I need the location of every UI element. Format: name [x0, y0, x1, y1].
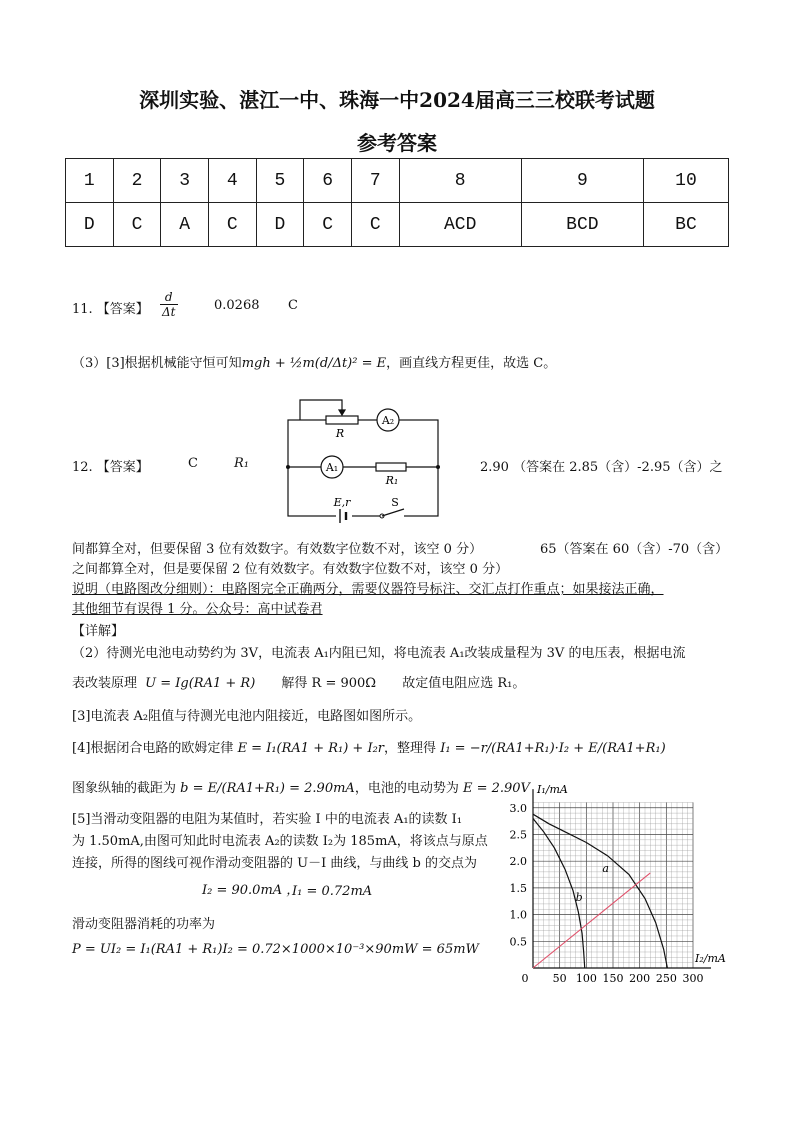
answer-number-cell: 2 [113, 159, 161, 203]
answer-number-cell: 1 [66, 159, 114, 203]
q12-choice: C [188, 456, 198, 471]
answer-value-cell: D [256, 203, 304, 247]
detail-line2-a: 表改装原理 [72, 676, 138, 691]
x-tick-label: 300 [682, 972, 704, 985]
x-tick-label: 250 [655, 972, 677, 985]
y-tick-label: 1.0 [509, 908, 527, 922]
answer-value-cell: D [66, 203, 114, 247]
y-tick-label: 2.5 [509, 828, 527, 842]
q12-line3: 之间都算全对，但是要保留 2 位有效数字。有效数字位数不对，该空 0 分） [72, 562, 509, 577]
detail-line5-formula: b = E/(RA1+R₁) = 2.90mA [180, 781, 355, 796]
answer-table [65, 158, 729, 247]
rheostat-label: R [335, 427, 345, 440]
detail-line10: 滑动变阻器消耗的功率为 [72, 917, 216, 932]
detail-line5-a: 图象纵轴的截距为 [72, 781, 177, 796]
answer-value-cell: C [208, 203, 256, 247]
detail-line8: 连接，所得的图线可视作滑动变阻器的 U－I 曲线，与曲线 b 的交点为 [72, 856, 477, 871]
answer-number-cell: 10 [643, 159, 728, 203]
q12-line2-tail: 65（答案在 60（含）-70（含） [540, 542, 729, 557]
y-tick-label: 3.0 [509, 801, 527, 815]
detail-line2-c: 故定值电阻应选 R₁。 [402, 676, 526, 691]
answer-number-cell: 9 [521, 159, 643, 203]
answer-value-cell: C [113, 203, 161, 247]
answer-value-cell: C [304, 203, 352, 247]
detail-line4-a: [4]根据闭合电路的欧姆定律 [72, 741, 234, 756]
detail-line2-b: 解得 R = 900Ω [281, 676, 377, 691]
i1-i2-chart [500, 768, 750, 988]
answer-number-cell: 3 [161, 159, 209, 203]
detail-heading: 【详解】 [72, 624, 125, 639]
q11-part3-formula: mgh + ½m(d/Δt)² = E [241, 356, 387, 371]
ammeter2-label: A₂ [381, 414, 395, 427]
q12-resistor: R₁ [234, 456, 249, 471]
answer-number-cell: 8 [399, 159, 521, 203]
q12-note2: 其他细节有误得 1 分。公众号：高中试卷君 [72, 602, 323, 617]
answer-number-cell: 7 [351, 159, 399, 203]
q11-fraction [160, 290, 178, 319]
q12-line2: 间都算全对，但要保留 3 位有效数字。有效数字位数不对，该空 0 分） [72, 542, 483, 557]
rheostat-arrow [339, 410, 345, 415]
q12-line1-tail: 2.90 （答案在 2.85（含）-2.95（含）之 [480, 460, 723, 475]
resistor-label: R₁ [385, 474, 399, 487]
detail-line9-a: I₂ = 90.0mA ， [202, 883, 300, 898]
q11-part3 [72, 352, 556, 371]
curve-label-b: b [575, 891, 583, 905]
q11-choice: C [288, 298, 298, 313]
detail-line3: [3]电流表 A₂阻值与待测光电池内阻接近，电路图如图所示。 [72, 709, 422, 724]
battery-label: E,r [333, 496, 351, 509]
circuit-outer-loop [288, 420, 438, 516]
detail-line4-b: ，整理得 [384, 741, 437, 756]
x-tick-label: 0 [521, 972, 529, 985]
detail-line11: P = UI₂ = I₁(RA1 + R₁)I₂ = 0.72×1000×10⁻³×90mW = 65mW [72, 942, 479, 957]
curve-label-a: a [602, 861, 609, 875]
detail-line5 [72, 777, 530, 796]
answer-value-cell: BCD [521, 203, 643, 247]
q12-label: 12. 【答案】 [72, 460, 149, 475]
q12-note1: 说明（电路图改分细则）：电路图完全正确两分，需要仪器符号标注、交汇点打作重点；如果接法正确， [72, 582, 664, 597]
q11-label: 11. 【答案】 [72, 302, 149, 317]
chart-y-label: I₁/mA [537, 783, 568, 797]
detail-line5-formula2: E = 2.90V [462, 781, 530, 796]
page-title: 深圳实验、湛江一中、珠海一中2024届高三三校联考试题 [139, 88, 655, 112]
q11-frac-den: Δt [162, 305, 176, 319]
ammeter1-label: A₁ [325, 461, 339, 474]
answer-value-cell: BC [643, 203, 728, 247]
detail-line6: [5]当滑动变阻器的电阻为某值时，若实验 I 中的电流表 A₁的读数 I₁ [72, 812, 463, 827]
answer-value-row [66, 203, 729, 247]
answer-number-cell: 5 [256, 159, 304, 203]
answer-number-cell: 6 [304, 159, 352, 203]
x-tick-label: 150 [602, 972, 624, 985]
y-tick-label: 0.5 [509, 935, 527, 949]
detail-line5-b: ，电池的电动势为 [354, 781, 459, 796]
x-tick-label: 200 [629, 972, 651, 985]
answer-number-row [66, 159, 729, 203]
detail-line2-formula: U = Ig(RA1 + R) [145, 676, 256, 691]
q11-frac-num: d [160, 290, 178, 305]
q11-part3-post: ，画直线方程更佳，故选 C。 [386, 356, 557, 371]
circuit-diagram [280, 388, 450, 528]
detail-line4-formula2: I₁ = −r/(RA1+R₁)·I₂ + E/(RA1+R₁) [440, 741, 666, 756]
resistor-symbol [376, 463, 406, 471]
answer-number-cell: 4 [208, 159, 256, 203]
detail-line7: 为 1.50mA,由图可知此时电流表 A₂的读数 I₂为 185mA，将该点与原点 [72, 834, 488, 849]
curve-a [533, 814, 667, 968]
y-tick-label: 2.0 [509, 855, 527, 869]
x-tick-label: 100 [575, 972, 597, 985]
switch-label: S [391, 496, 399, 509]
chart-curves [533, 814, 667, 968]
answer-value-cell: C [351, 203, 399, 247]
detail-line2 [72, 672, 525, 691]
page-subtitle: 参考答案 [357, 131, 437, 155]
chart-x-label: I₂/mA [695, 952, 726, 965]
rheostat-symbol [326, 416, 358, 424]
detail-line1: （2）待测光电池电动势约为 3V，电流表 A₁内阻已知，将电流表 A₁改装成量程为 3V 的电压表，根据电流 [72, 646, 686, 661]
detail-line4-formula: E = I₁(RA1 + R₁) + I₂r [237, 741, 385, 756]
y-tick-label: 1.5 [509, 881, 527, 895]
x-tick-label: 50 [552, 972, 567, 985]
junction-left [286, 465, 290, 469]
q11-part3-pre: （3）[3]根据机械能守恒可知 [72, 356, 242, 371]
junction-right [436, 465, 440, 469]
detail-line9-b: I₁ = 0.72mA [292, 884, 373, 899]
answer-value-cell: A [161, 203, 209, 247]
q11-value: 0.0268 [214, 298, 260, 313]
answer-value-cell: ACD [399, 203, 521, 247]
detail-line4 [72, 737, 666, 756]
